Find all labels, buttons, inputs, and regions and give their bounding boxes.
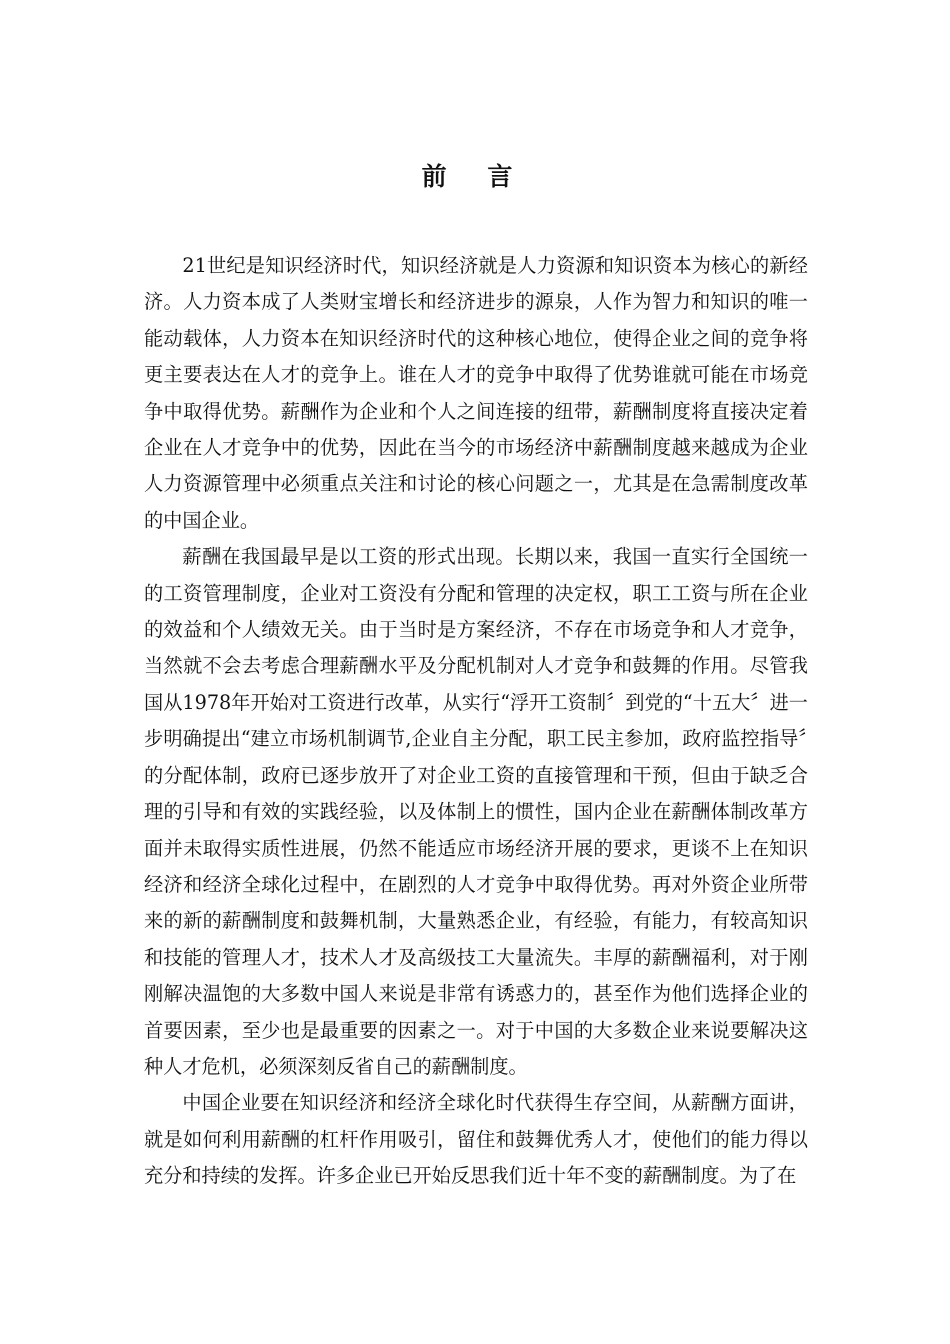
body-text: [144, 248, 808, 1195]
page-title: 前 言: [421, 162, 529, 191]
paragraph: 21世纪是知识经济时代，知识经济就是人力资源和知识资本为核心的新经济。人力资本成了人类财宝增长和经济进步的源泉，人作为智力和知识的唯一能动载体，人力资本在知识经济时代的这种核心地位，使得企业之间的竞争将更主要表达在人才的竞争上。谁在人才的竞争中取得了优势谁就可能在市场竞争中取得优势。薪酬作为企业和个人之间连接的纽带，薪酬制度将直接决定着企业在人才竞争中的优势，因此在当今的市场经济中薪酬制度越来越成为企业人力资源管理中必须重点关注和讨论的核心问题之一，尤其是在急需制度改革的中国企业。: [144, 254, 808, 532]
paragraph: 中国企业要在知识经济和经济全球化时代获得生存空间，从薪酬方面讲，就是如何利用薪酬的杠杆作用吸引，留住和鼓舞优秀人才，使他们的能力得以充分和持续的发挥。许多企业已开始反思我们近十年不变的薪酬制度。为了在: [144, 1091, 808, 1188]
paragraph: 薪酬在我国最早是以工资的形式出现。长期以来，我国一直实行全国统一的工资管理制度，企业对工资没有分配和管理的决定权，职工工资与所在企业的效益和个人绩效无关。由于当时是方案经济，不存在市场竞争和人才竞争，当然就不会去考虑合理薪酬水平及分配机制对人才竞争和鼓舞的作用。尽管我国从1978年开始对工资进行改革，从实行“浮开工资制〞到党的“十五大〞进一步明确提出“建立市场机制调节,企业自主分配，职工民主参加，政府监控指导〞的分配体制，政府已逐步放开了对企业工资的直接管理和干预，但由于缺乏合理的引导和有效的实践经验，以及体制上的惯性，国内企业在薪酬体制改革方面并未取得实质性进展，仍然不能适应市场经济开展的要求，更谈不上在知识经济和经济全球化过程中，在剧烈的人才竞争中取得优势。再对外资企业所带来的新的薪酬制度和鼓舞机制，大量熟悉企业，有经验，有能力，有较高知识和技能的管理人才，技术人才及高级技工大量流失。丰厚的薪酬福利，对于刚刚解决温饱的大多数中国人来说是非常有诱惑力的，甚至作为他们选择企业的首要因素，至少也是最重要的因素之一。对于中国的大多数企业来说要解决这种人才危机，必须深刻反省自己的薪酬制度。: [144, 545, 808, 1078]
